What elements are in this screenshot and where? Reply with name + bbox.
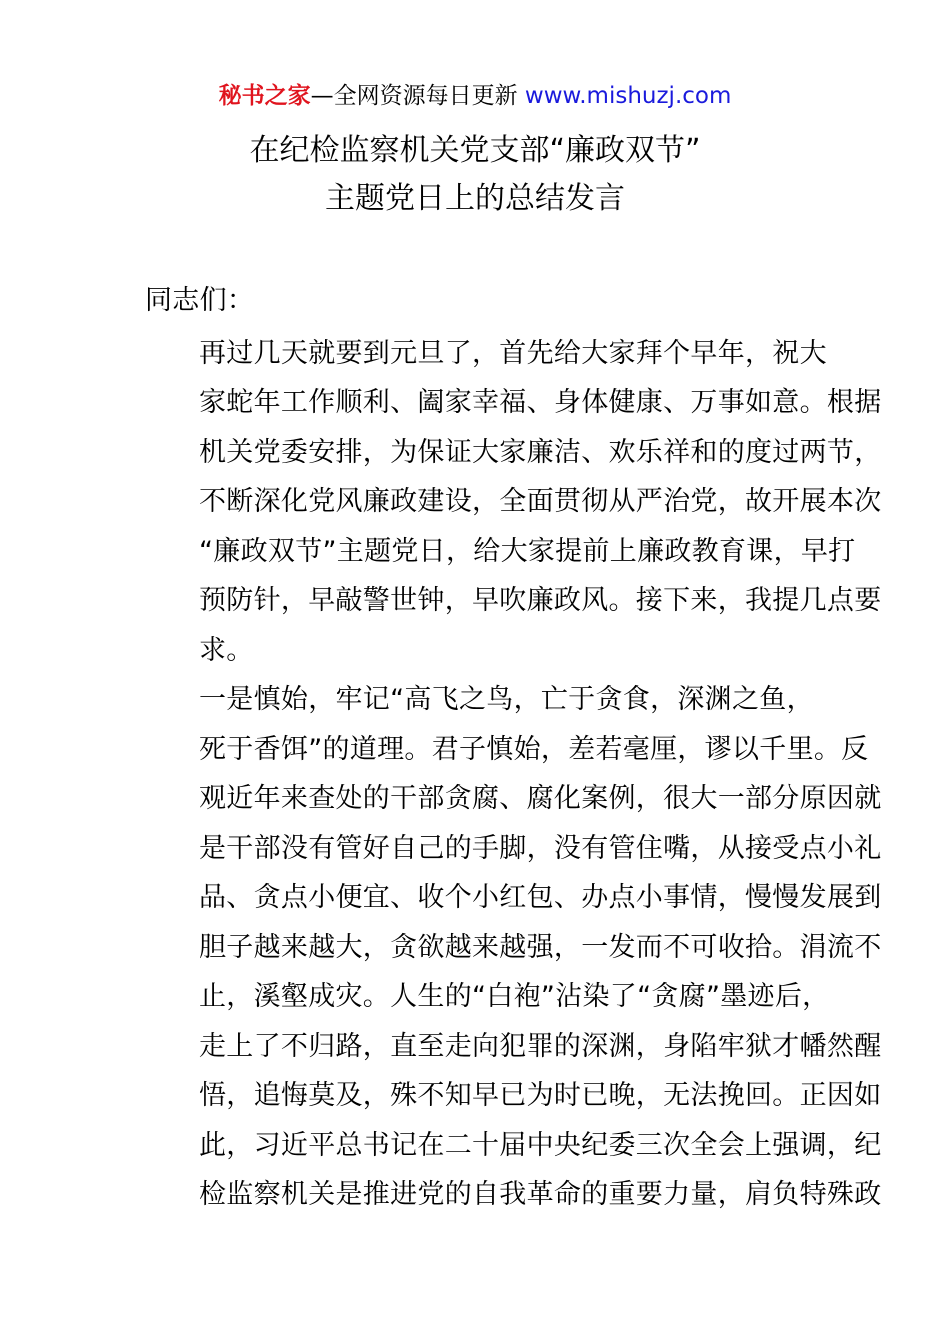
paragraph-line: 是干部没有管好自己的手脚，没有管住嘴，从接受点小礼 bbox=[199, 832, 882, 864]
paragraph-line: 机关党委安排，为保证大家廉洁、欢乐祥和的度过两节， bbox=[199, 436, 882, 468]
paragraph-line: 胆子越来越大，贪欲越来越强，一发而不可收拾。涓流不 bbox=[199, 931, 882, 963]
paragraph-line: 死于香饵”的道理。君子慎始，差若毫厘，谬以千里。反 bbox=[199, 733, 869, 765]
paragraph-line: 止，溪壑成灾。人生的“白袍”沾染了“贪腐”墨迹后， bbox=[199, 981, 830, 1012]
paragraph-line: 此，习近平总书记在二十届中央纪委三次全会上强调，纪 bbox=[199, 1129, 882, 1161]
site-banner bbox=[0, 80, 950, 112]
document-title-line-1: 在纪检监察机关党支部“廉政双节” bbox=[249, 133, 701, 168]
paragraph-line: 检监察机关是推进党的自我革命的重要力量，肩负特殊政 bbox=[199, 1179, 882, 1210]
brand-name: 秘书之家 bbox=[218, 83, 311, 109]
paragraph-line: 品、贪点小便宜、收个小红包、办点小事情，慢慢发展到 bbox=[199, 882, 882, 913]
paragraph-1 bbox=[145, 329, 882, 676]
paragraph-line: 观近年来查处的干部贪腐、腐化案例，很大一部分原因就 bbox=[199, 783, 882, 814]
paragraph-line: 再过几天就要到元旦了，首先给大家拜个早年，祝大 bbox=[199, 337, 827, 369]
paragraph-line: 悟，追悔莫及，殊不知早已为时已晚，无法挽回。正因如 bbox=[199, 1080, 882, 1111]
site-url-link[interactable]: www.mishuzj.com bbox=[517, 83, 732, 109]
paragraph-2 bbox=[145, 675, 882, 1220]
paragraph-line: 求。 bbox=[199, 634, 254, 666]
paragraph-line: “廉政双节”主题党日，给大家提前上廉政教育课，早打 bbox=[199, 535, 856, 567]
paragraph-line: 不断深化党风廉政建设，全面贯彻从严治党，故开展本次 bbox=[199, 486, 882, 517]
document-title-line-2: 主题党日上的总结发言 bbox=[325, 181, 625, 216]
paragraph-line: 预防针，早敲警世钟，早吹廉政风。接下来，我提几点要 bbox=[199, 585, 882, 616]
salutation: 同志们： bbox=[145, 285, 255, 316]
paragraph-line: 走上了不归路，直至走向犯罪的深渊，身陷牢狱才幡然醒 bbox=[199, 1030, 882, 1062]
document-body bbox=[145, 276, 882, 1220]
paragraph-line: 一是慎始，牢记“高飞之鸟，亡于贪食，深渊之鱼， bbox=[199, 684, 814, 715]
paragraph-line: 家蛇年工作顺利、阖家幸福、身体健康、万事如意。根据 bbox=[199, 387, 882, 418]
banner-slogan: —全网资源每日更新 bbox=[310, 83, 518, 109]
